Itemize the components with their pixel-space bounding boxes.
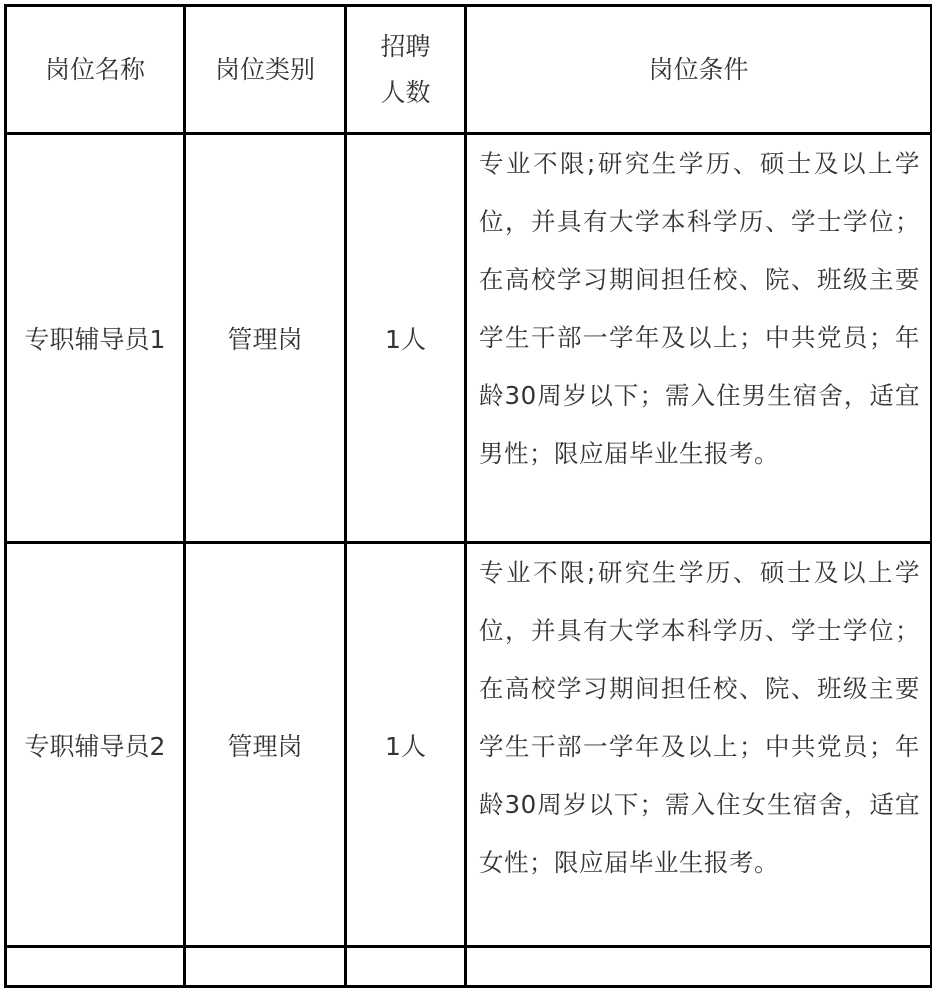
cell-empty: [185, 947, 346, 987]
cell-position-name: 专职辅导员1: [6, 134, 185, 543]
table-row-partial: [6, 947, 932, 987]
cell-requirements: 专业不限;研究生学历、硕士及以上学位，并具有大学本科学历、学士学位；在高校学习期间担任校、院、班级主要学生干部一学年及以上；中共党员；年龄30周岁以下；需入住女生宿舍，适宜女性；限应届毕业生报考。: [466, 543, 932, 947]
cell-empty: [466, 947, 932, 987]
header-headcount: 招聘人数: [346, 6, 466, 134]
header-requirements: 岗位条件: [466, 6, 932, 134]
cell-empty: [6, 947, 185, 987]
table-header-row: [6, 6, 932, 134]
cell-position-name: 专职辅导员2: [6, 543, 185, 947]
table-row: [6, 543, 932, 947]
cell-position-type: 管理岗: [185, 134, 346, 543]
cell-empty: [346, 947, 466, 987]
cell-headcount: 1人: [346, 134, 466, 543]
header-position-name: 岗位名称: [6, 6, 185, 134]
header-position-type: 岗位类别: [185, 6, 346, 134]
cell-requirements: 专业不限;研究生学历、硕士及以上学位，并具有大学本科学历、学士学位；在高校学习期间担任校、院、班级主要学生干部一学年及以上；中共党员；年龄30周岁以下；需入住男生宿舍，适宜男性；限应届毕业生报考。: [466, 134, 932, 543]
cell-position-type: 管理岗: [185, 543, 346, 947]
table-row: [6, 134, 932, 543]
cell-headcount: 1人: [346, 543, 466, 947]
job-positions-table: [4, 4, 932, 988]
